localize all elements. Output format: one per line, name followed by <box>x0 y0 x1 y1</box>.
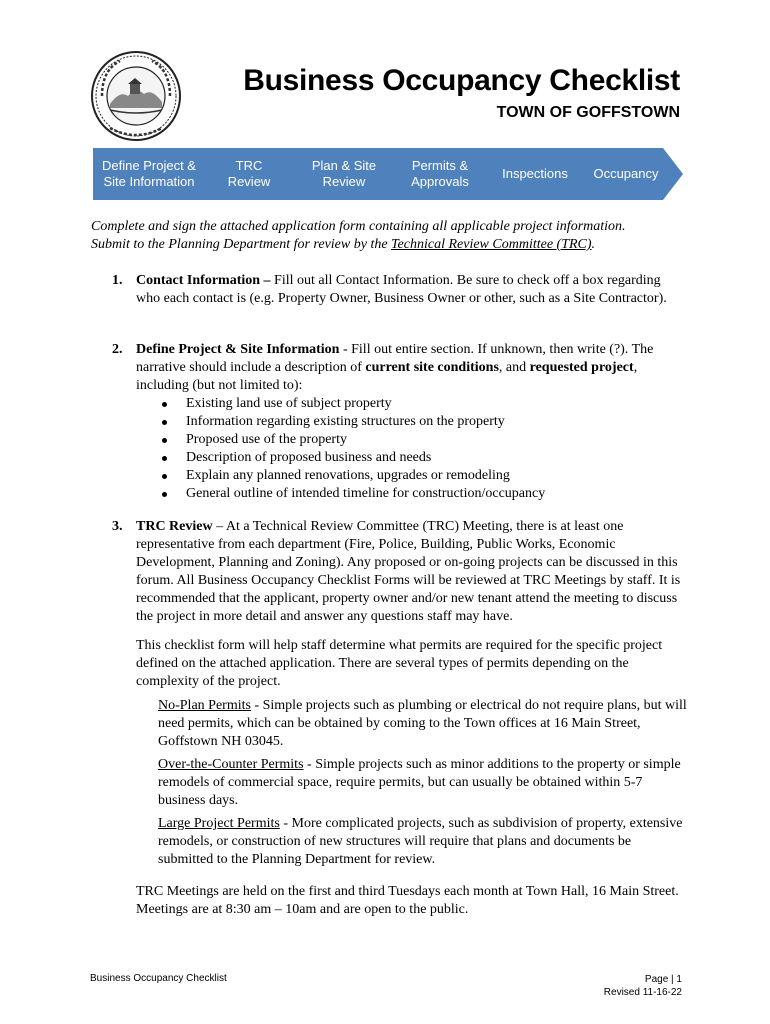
permits-intro-paragraph: This checklist form will help staff determine what permits are required for the specific project defined on the attached application. There are several types of permits depending on the complexity of the project. <box>136 638 663 689</box>
page-title: Business Occupancy Checklist <box>243 64 680 97</box>
bullet-list <box>136 395 687 503</box>
bullet-item: Information regarding existing structures on the property <box>136 413 687 431</box>
intro-line-2: Submit to the Planning Department for review by the Technical Review Committee (TRC). <box>91 237 596 252</box>
item-text: – At a Technical Review Committee (TRC) Meeting, there is at least one representative from each department (Fire, Police, Building, Public Works, Economic Development, Planning and Zoning). Any proposed or on-going projects can be discussed in this forum. All Business Occupancy Checklist Forms will be reviewed at TRC Meetings by staff. It is recommended that the applicant, property owner and/or new tenant attend the meeting to discuss the project in more detail and answer any questions staff may have. <box>136 519 681 624</box>
permit-type-no-plan: No-Plan Permits - Simple projects such as plumbing or electrical do not require plans, but will need permits, which can be obtained by coming to the Town offices at 16 Main Street, Goffstown NH 03045. <box>158 698 687 749</box>
page-number: Page | 1 <box>644 974 682 985</box>
footer-page-info <box>604 973 682 999</box>
checklist-item-define-project: 2. Define Project & Site Information - Fill out entire section. If unknown, then write (?). The narrative should include a description of current site conditions, and requested project, including (but not limited to): Existing land use of subject property Information regarding existing structures on the property Proposed use of the property Description of proposed business and needs Explain any planned renovations, upgrades or remodeling General outline of intended timeline for construction/occupancy <box>112 341 687 503</box>
bullet-item: Explain any planned renovations, upgrades or remodeling <box>136 467 687 485</box>
bullet-item: Existing land use of subject property <box>136 395 687 413</box>
permit-type-over-the-counter: Over-the-Counter Permits - Simple projects such as minor additions to the property or simple remodels of commercial space, require permits, but can usually be obtained within 5-7 business days. <box>158 757 681 808</box>
town-seal-logo <box>90 50 182 142</box>
intro-line-1: Complete and sign the attached application form containing all applicable project information. <box>91 219 626 234</box>
bullet-item: General outline of intended timeline for construction/occupancy <box>136 485 687 503</box>
process-step-plan-site-review: Plan & Site Review <box>311 158 377 189</box>
page-subtitle: TOWN OF GOFFSTOWN <box>496 104 680 121</box>
footer-document-name: Business Occupancy Checklist <box>90 973 227 984</box>
bullet-item: Description of proposed business and needs <box>136 449 687 467</box>
item-number: 1. <box>112 273 123 288</box>
checklist-item-trc-review <box>112 518 687 626</box>
process-step-trc-review: TRC Review <box>227 158 271 189</box>
meetings-note: TRC Meetings are held on the first and third Tuesdays each month at Town Hall, 16 Main Street. Meetings are at 8:30 am – 10am and are open to the public. <box>136 884 679 917</box>
item-number: 2. <box>112 342 123 357</box>
revision-date: Revised 11-16-22 <box>603 987 682 998</box>
intro-paragraph <box>91 218 691 254</box>
checklist-item-contact-information <box>112 272 687 308</box>
trc-link: Technical Review Committee (TRC) <box>391 237 592 252</box>
process-step-inspections: Inspections <box>502 166 568 181</box>
process-step-define-project: Define Project & Site Information <box>102 158 196 189</box>
item-number: 3. <box>112 519 123 534</box>
process-step-occupancy: Occupancy <box>593 166 659 181</box>
item-text: Fill out all Contact Information. Be sure to check off a box regarding who each contact is (e.g. Property Owner, Business Owner or other, such as a Site Contractor). <box>136 273 667 306</box>
item-heading: Define Project & Site Information <box>136 342 340 357</box>
process-step-permits-approvals: Permits & Approvals <box>411 158 469 189</box>
item-heading: TRC Review <box>136 519 213 534</box>
process-flow <box>93 148 683 200</box>
permit-type-large-project: Large Project Permits - More complicated projects, such as subdivision of property, extensive remodels, or construction of new structures will require that plans and documents be submitted to the Planning Department for review. <box>158 816 683 867</box>
item-heading: Contact Information – <box>136 273 271 288</box>
bullet-item: Proposed use of the property <box>136 431 687 449</box>
